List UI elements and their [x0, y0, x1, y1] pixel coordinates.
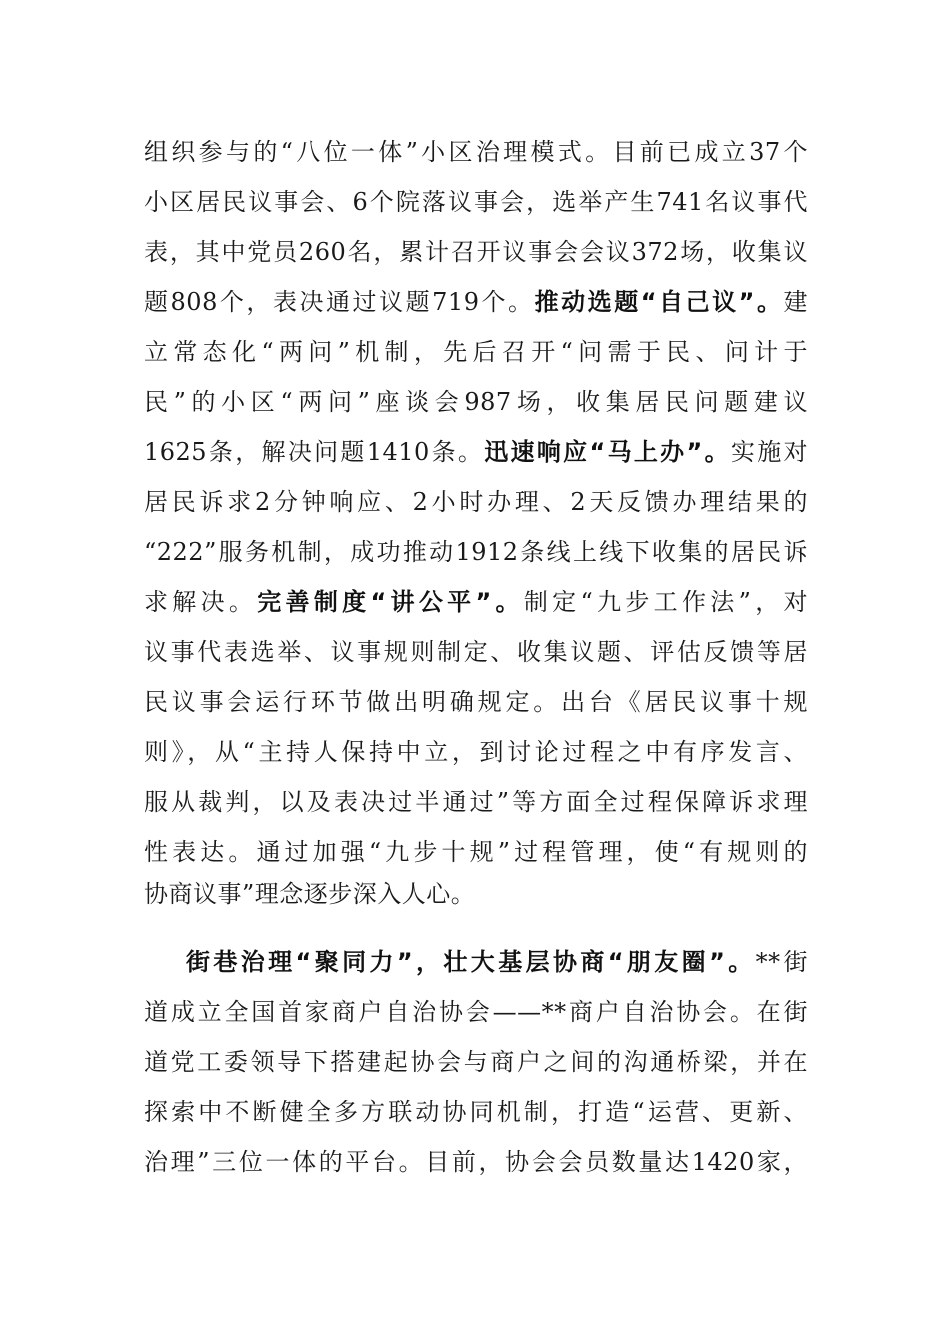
- text-segment: 实施对: [730, 438, 808, 466]
- text-line: [144, 127, 808, 177]
- text-line: [144, 227, 808, 277]
- text-line: [144, 527, 808, 577]
- text-segment: 探索中不断健全多方联动协同机制，打造“运营、更新、: [144, 1098, 808, 1126]
- text-line: [144, 177, 808, 227]
- text-segment: 建: [783, 288, 808, 316]
- text-segment: 协商议事”理念逐步深入人心。: [144, 880, 476, 908]
- text-segment: **街: [755, 948, 808, 976]
- text-segment: 治理”三位一体的平台。目前，协会会员数量达1420家，: [144, 1148, 808, 1176]
- text-line: [144, 277, 808, 327]
- text-segment: 则》，从“主持人保持中立，到讨论过程之中有序发言、: [144, 738, 808, 766]
- text-line: [144, 1037, 808, 1087]
- text-line: [144, 777, 808, 827]
- text-segment: 制定“九步工作法”，对: [523, 588, 808, 616]
- text-line: [186, 937, 808, 987]
- text-segment: 道党工委领导下搭建起协会与商户之间的沟通桥梁，并在: [144, 1048, 808, 1076]
- text-segment: 议事代表选举、议事规则制定、收集议题、评估反馈等居: [144, 638, 808, 666]
- text-line: [144, 677, 808, 727]
- text-line: [144, 987, 808, 1037]
- text-segment: 性表达。通过加强“九步十规”过程管理，使“有规则的: [144, 838, 808, 866]
- text-line: [144, 727, 808, 777]
- bold-heading: 街巷治理“聚同力”，壮大基层协商“朋友圈”。: [186, 948, 756, 976]
- text-segment: 1625条，解决问题1410条。: [144, 438, 485, 466]
- text-line: [144, 327, 808, 377]
- text-segment: 组织参与的“八位一体”小区治理模式。目前已成立37个: [144, 138, 808, 166]
- text-segment: 求解决。: [144, 588, 258, 616]
- text-segment: 居民诉求2分钟响应、2小时办理、2天反馈办理结果的: [144, 488, 808, 516]
- text-line: [144, 869, 808, 919]
- text-segment: 小区居民议事会、6个院落议事会，选举产生741名议事代: [144, 188, 808, 216]
- text-line: [144, 627, 808, 677]
- text-segment: 道成立全国首家商户自治协会——**商户自治协会。在街: [144, 998, 808, 1026]
- text-line: [144, 477, 808, 527]
- text-segment: 立常态化“两问”机制，先后召开“问需于民、问计于: [144, 338, 808, 366]
- text-line: [144, 377, 808, 427]
- text-line: [144, 1087, 808, 1137]
- text-line: [144, 427, 808, 477]
- text-segment: 服从裁判，以及表决过半通过”等方面全过程保障诉求理: [144, 788, 808, 816]
- text-line: [144, 577, 808, 627]
- text-segment: 题808个，表决通过议题719个。: [144, 288, 535, 316]
- bold-heading: 推动选题“自己议”。: [534, 288, 784, 316]
- bold-heading: 完善制度“讲公平”。: [257, 588, 524, 616]
- text-segment: “222”服务机制，成功推动1912条线上线下收集的居民诉: [144, 538, 808, 566]
- text-segment: 民”的小区“两问”座谈会987场，收集居民问题建议: [144, 388, 808, 416]
- text-segment: 民议事会运行环节做出明确规定。出台《居民议事十规: [144, 688, 808, 716]
- text-segment: 表，其中党员260名，累计召开议事会会议372场，收集议: [144, 238, 808, 266]
- bold-heading: 迅速响应“马上办”。: [484, 438, 731, 466]
- text-line: [144, 1137, 808, 1187]
